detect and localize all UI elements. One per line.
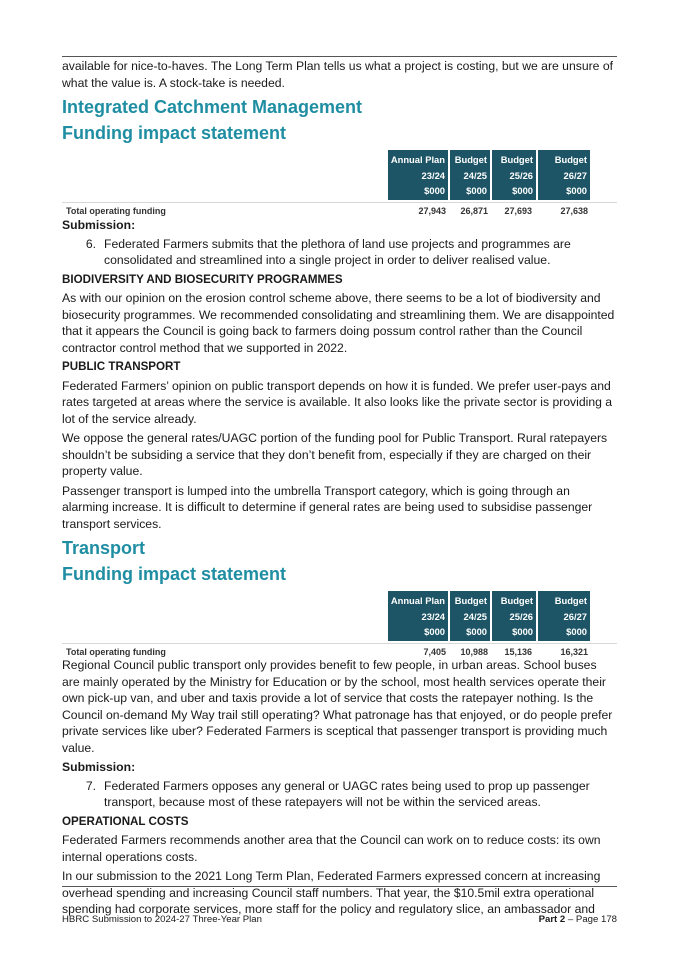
transport-total-2324: 7,405	[423, 647, 446, 657]
biodiversity-paragraph: As with our opinion on the erosion control scheme above, there seems to be a lot of biodiversity and biosecurity programmes. We recommended consolidating and streamlining them. We are disappointed that it appears the Council is going back to farmers doing possum control rather than the Council contractor control method that we supported in 2022.	[62, 291, 615, 355]
submission-text: Federated Farmers opposes any general or UAGC rates being used to prop up passenger transport, because most of these ratepayers will not be within the serviced areas.	[104, 778, 590, 809]
icm-header-row	[62, 150, 617, 202]
icm-funding-table	[62, 150, 617, 216]
transport-total-row	[62, 643, 617, 657]
submission-item-6	[62, 236, 617, 269]
footer-page-number	[539, 914, 617, 925]
operational-costs-heading: OPERATIONAL COSTS	[62, 814, 189, 828]
icm-total-2627: 27,638	[560, 206, 588, 216]
transport-total-label: Total operating funding	[66, 647, 166, 657]
public-transport-paragraph-2: We oppose the general rates/UAGC portion of the funding pool for Public Transport. Rural ratepayers shouldn’t be subsiding a service that they don’t benefit from, especially if they are charged on their property value.	[62, 431, 608, 478]
icm-total-label: Total operating funding	[66, 206, 166, 216]
transport-header-annual-plan: Annual Plan 23/24 $000	[388, 591, 448, 641]
submission-label-2: Submission:	[62, 760, 136, 774]
submission-label-1: Submission:	[62, 218, 136, 232]
icm-header-annual-plan: Annual Plan 23/24 $000	[388, 150, 448, 200]
icm-header-budget-2526: Budget 25/26 $000	[492, 150, 536, 200]
public-transport-heading: PUBLIC TRANSPORT	[62, 360, 181, 373]
icm-header-budget-2425: Budget 24/25 $000	[450, 150, 490, 200]
operational-paragraph-1: Federated Farmers recommends another area that the Council can work on to reduce costs: its own internal operations costs.	[62, 833, 601, 864]
footer-part: Part 2	[538, 914, 566, 925]
transport-header-budget-2425: Budget 24/25 $000	[450, 591, 490, 641]
operational-paragraph-2: In our submission to the 2021 Long Term Plan, Federated Farmers expressed concern at increasing overhead spending and increasing Council staff numbers. That year, the $10.5mil extra operational spending had corporate services, more staff for the policy and regulatory slice, an ambassador and	[62, 869, 601, 916]
bottom-rule	[62, 886, 617, 887]
transport-header-budget-2526: Budget 25/26 $000	[492, 591, 536, 641]
icm-subtitle: Funding impact statement	[62, 123, 287, 143]
transport-total-2627: 16,321	[560, 647, 588, 657]
public-transport-paragraph-1: Federated Farmers’ opinion on public transport depends on how it is funded. We prefer user-pays and rates targeted at areas where the service is available. It also looks like the private sector is providing a lot of the service already.	[62, 378, 613, 426]
public-transport-paragraph-3: Passenger transport is lumped into the umbrella Transport category, which is going through an alarming increase. It is difficult to determine if general rates are being used to subsidise passenger transport services.	[62, 483, 593, 531]
transport-total-2425: 10,988	[460, 647, 488, 657]
submission-item-7	[62, 778, 617, 811]
icm-total-2425: 26,871	[460, 206, 488, 216]
transport-paragraph: Regional Council public transport only provides benefit to few people, in urban areas. School buses are mainly operated by the Ministry for Education or by the school, most health services operate their own pick-up van, and uber and taxis provide a lot of service that costs the ratepayer nothing. Is the Council on-demand My Way trail still operating? What patronage has that enjoyed, or do people prefer private services like uber? Federated Farmers is sceptical that passenger transport is providing much value.	[62, 658, 613, 755]
transport-title: Transport	[62, 538, 146, 558]
icm-total-2324: 27,943	[418, 206, 446, 216]
footer-document-title: HBRC Submission to 2024-27 Three-Year Plan	[62, 914, 262, 925]
icm-total-2526: 27,693	[504, 206, 532, 216]
intro-paragraph: available for nice-to-haves. The Long Term Plan tells us what a project is costing, but we are unsure of what the value is. A stock-take is needed.	[62, 59, 613, 90]
page-content	[62, 58, 617, 921]
transport-header-row	[62, 591, 617, 643]
biodiversity-heading: BIODIVERSITY AND BIOSECURITY PROGRAMMES	[62, 272, 343, 286]
transport-subtitle: Funding impact statement	[62, 564, 287, 584]
top-rule	[62, 56, 617, 57]
icm-header-budget-2627: Budget 26/27 $000	[538, 150, 590, 200]
icm-total-row	[62, 202, 617, 216]
footer-page: – Page 178	[565, 914, 617, 925]
transport-funding-table	[62, 591, 617, 657]
transport-header-budget-2627: Budget 26/27 $000	[538, 591, 590, 641]
transport-total-2526: 15,136	[504, 647, 532, 657]
submission-number: 6.	[85, 236, 96, 251]
submission-number: 7.	[85, 778, 96, 793]
submission-text: Federated Farmers submits that the plethora of land use projects and programmes are consolidated and streamlined into a single project in order to deliver realised value.	[104, 236, 571, 267]
icm-title: Integrated Catchment Management	[62, 97, 363, 117]
